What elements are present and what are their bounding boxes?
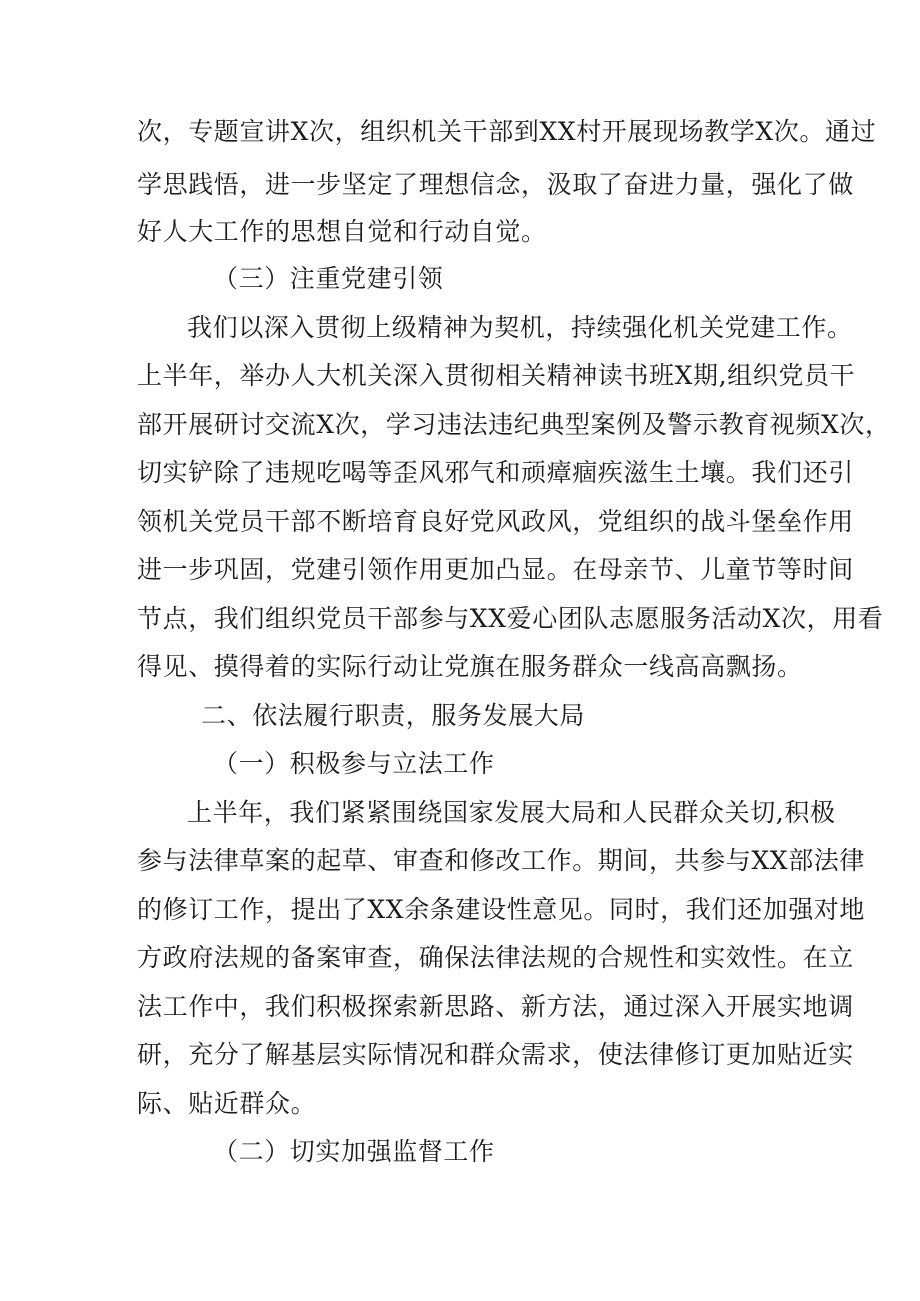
paragraph-line: 际、贴近群众。	[137, 1089, 317, 1118]
paragraph-line: 法工作中，我们积极探索新思路、新方法，通过深入开展实地调	[137, 992, 854, 1021]
paragraph-line: 好人大工作的思想自觉和行动自觉。	[137, 217, 547, 246]
paragraph-line: 上半年，举办人大机关深入贯彻相关精神读书班X期,组织党员干	[137, 361, 856, 390]
paragraph-line: 次，专题宣讲X次，组织机关干部到XX村开展现场教学X次。通过	[137, 117, 877, 146]
chapter-heading: 二、依法履行职责，服务发展大局	[201, 701, 586, 730]
section-heading: （二）切实加强监督工作	[213, 1137, 495, 1166]
paragraph-line: 节点，我们组织党员干部参与XX爱心团队志愿服务活动X次，用看	[137, 604, 884, 633]
paragraph-line: 方政府法规的备案审查，确保法律法规的合规性和实效性。在立	[137, 943, 854, 972]
paragraph-line: 领机关党员干部不断培育良好党风政风，党组织的战斗堡垒作用	[137, 507, 854, 536]
paragraph-line: 上半年，我们紧紧围绕国家发展大局和人民群众关切,积极	[187, 798, 836, 827]
paragraph-line: 的修订工作，提出了XX余条建设性意见。同时，我们还加强对地	[137, 895, 865, 924]
paragraph-line: 学思践悟，进一步坚定了理想信念，汲取了奋进力量，强化了做	[137, 170, 854, 199]
paragraph-line: 部开展研讨交流X次，学习违法违纪典型案例及警示教育视频X次，	[137, 410, 891, 439]
section-heading: （一）积极参与立法工作	[213, 749, 495, 778]
paragraph-line: 参与法律草案的起草、审查和修改工作。期间，共参与XX部法律	[137, 846, 865, 875]
paragraph-line: 切实铲除了违规吃喝等歪风邪气和顽瘴痼疾滋生土壤。我们还引	[137, 458, 854, 487]
section-heading: （三）注重党建引领	[213, 264, 444, 293]
paragraph-line: 进一步巩固，党建引领作用更加凸显。在母亲节、儿童节等时间	[137, 555, 854, 584]
paragraph-line: 我们以深入贯彻上级精神为契机，持续强化机关党建工作。	[187, 313, 853, 342]
paragraph-line: 研，充分了解基层实际情况和群众需求，使法律修订更加贴近实	[137, 1040, 854, 1069]
paragraph-line: 得见、摸得着的实际行动让党旗在服务群众一线高高飘扬。	[137, 652, 803, 681]
